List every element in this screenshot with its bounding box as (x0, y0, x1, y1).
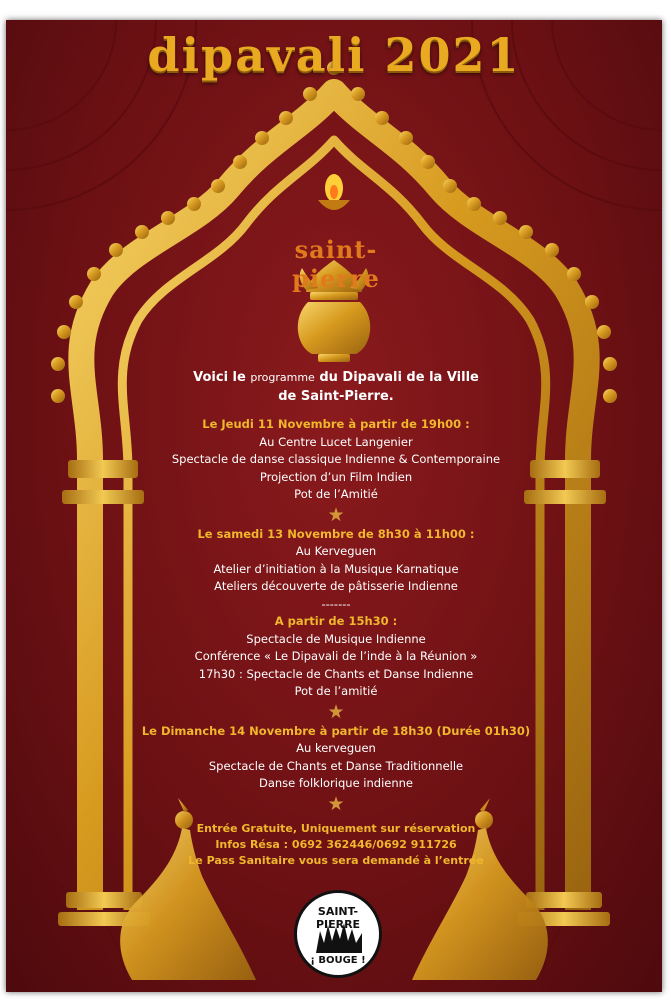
event-date: A partir de 15h30 : (274, 614, 398, 628)
saint-pierre-logo: saint-pierre (292, 235, 380, 293)
event-line: Projection d’un Film Indien (259, 469, 413, 484)
info-line: Le Pass Sanitaire vous sera demandé à l’entrée (188, 853, 484, 867)
event-line: Spectacle de Chants et Danse Traditionnelle (208, 758, 464, 773)
event-line: Spectacle de danse classique Indienne & Contemporaine (171, 452, 501, 466)
intro-line-2: de Saint-Pierre. (278, 389, 394, 404)
event-line: Pot de l’Amitié (294, 487, 378, 501)
event-date: Le samedi 13 Novembre de 8h30 à 11h00 : (197, 526, 475, 541)
saint-pierre-bouge-badge (294, 890, 382, 978)
event-line: Danse folklorique indienne (258, 776, 414, 790)
program-text (126, 368, 546, 869)
event-date: Le Dimanche 14 Novembre à partir de 18h30 (Durée 01h30) (141, 723, 531, 738)
event-line: 17h30 : Spectacle de Chants et Danse Indienne (198, 666, 474, 681)
event-line: Au Centre Lucet Langenier (259, 434, 413, 449)
event-line: Conférence « Le Dipavali de l’inde à la Réunion » (194, 649, 478, 663)
page-title: dipavali 2021 (147, 28, 521, 82)
event-line: Au Kerveguen (295, 544, 377, 558)
badge-bottom-text: ¡ BOUGE ! (310, 955, 366, 966)
event-line: Au kerveguen (296, 741, 376, 755)
event-line: Spectacle de Musique Indienne (246, 631, 426, 646)
info-line: Entrée Gratuite, Uniquement sur réservation (196, 821, 476, 835)
badge-top-text: SAINT-PIERRE (315, 905, 361, 931)
info-line: Infos Résa : 0692 362446/0692 911726 (215, 837, 457, 851)
star-icon: ★ (327, 700, 345, 723)
event-line: Atelier d’initiation à la Musique Karnatique (213, 561, 459, 576)
diya-lamp-icon (318, 174, 350, 210)
intro-line-1 (126, 368, 546, 387)
crowd-icon (316, 923, 362, 953)
intro-part-2: programme (250, 371, 315, 384)
event-separator: ------- (321, 596, 351, 611)
poster (6, 20, 662, 992)
event-date: Le Jeudi 11 Novembre à partir de 19h00 : (202, 417, 470, 431)
star-icon: ★ (327, 503, 345, 526)
event-line: Pot de l’amitié (294, 684, 378, 698)
event-line: Ateliers découverte de pâtisserie Indienne (214, 579, 458, 593)
intro-part-3: du Dipavali de la Ville (319, 370, 479, 385)
intro-part-1: Voici le (193, 370, 246, 385)
star-icon: ★ (327, 792, 345, 815)
